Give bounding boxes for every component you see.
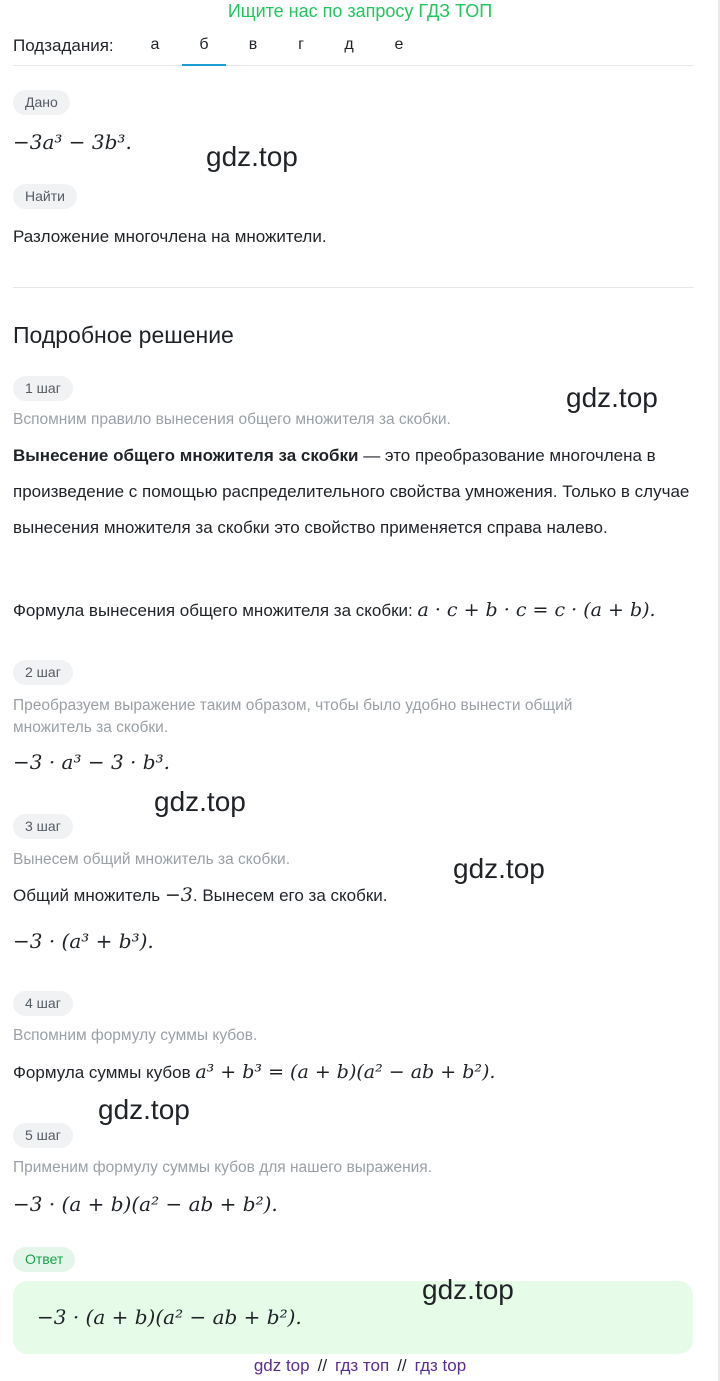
footer-link-gdz-top[interactable]: gdz top	[253, 1356, 310, 1375]
footer-separator: //	[317, 1356, 328, 1375]
footer-link-gdz-top-mixed[interactable]: гдз top	[414, 1356, 467, 1375]
subtasks-bar	[13, 26, 694, 66]
step-1-definition	[13, 438, 703, 546]
step-4-hint: Вспомним формулу суммы кубов.	[13, 1027, 258, 1044]
step-1-chip: 1 шаг	[13, 376, 73, 401]
subtasks-label: Подзадания:	[13, 36, 114, 55]
step-4-chip: 4 шаг	[13, 991, 73, 1016]
step-3-text	[13, 884, 388, 906]
step-1-definition-text: — это преобразование многочлена в произведение с помощью распределительного свойства умножения. Только в случае вынесения множителя за скобки это свойство применяется справа налево.	[13, 446, 690, 537]
solution-title: Подробное решение	[13, 322, 234, 348]
step-1-formula-label: Формула вынесения общего множителя за скобки:	[13, 601, 418, 620]
footer-link-gdz-top-ru[interactable]: гдз топ	[335, 1356, 390, 1375]
given-expression: −3a³ − 3b³.	[13, 130, 132, 154]
watermark: gdz.top	[206, 141, 298, 172]
step-2-chip: 2 шаг	[13, 660, 73, 685]
find-text: Разложение многочлена на множители.	[13, 227, 327, 246]
answer-box	[13, 1281, 693, 1354]
tab-b[interactable]: б	[182, 36, 226, 66]
step-3-chip: 3 шаг	[13, 814, 73, 839]
find-chip: Найти	[13, 184, 77, 209]
given-chip: Дано	[13, 90, 70, 115]
step-3-hint: Вынесем общий множитель за скобки.	[13, 851, 290, 868]
step-1-formula: a · c + b · c = c · (a + b).	[417, 599, 656, 621]
step-1-definition-term: Вынесение общего множителя за скобки	[13, 446, 359, 465]
tab-v[interactable]: в	[248, 36, 258, 53]
step-2-hint: Преобразуем выражение таким образом, чтобы было удобно вынести общий множитель за скобки.	[13, 697, 573, 736]
step-3-text-math: −3	[164, 884, 193, 906]
watermark: gdz.top	[98, 1094, 190, 1125]
step-1-hint: Вспомним правило вынесения общего множителя за скобки.	[13, 411, 451, 428]
step-1-formula-line	[13, 599, 656, 621]
watermark: gdz.top	[422, 1274, 514, 1305]
step-3-math: −3 · (a³ + b³).	[13, 929, 154, 953]
step-2-math: −3 · a³ − 3 · b³.	[13, 750, 170, 774]
footer-links	[0, 1356, 720, 1376]
watermark: gdz.top	[154, 786, 246, 817]
tab-d[interactable]: д	[344, 36, 354, 53]
step-5-hint: Применим формулу суммы кубов для нашего выражения.	[13, 1159, 432, 1176]
step-3-text-before: Общий множитель	[13, 886, 165, 905]
section-divider	[13, 287, 694, 288]
step-4-formula-line	[13, 1061, 495, 1083]
answer-chip: Ответ	[13, 1247, 75, 1272]
step-3-text-after: . Вынесем его за скобки.	[192, 886, 388, 905]
search-banner: Ищите нас по запросу ГДЗ ТОП	[227, 1, 493, 21]
step-4-formula: a³ + b³ = (a + b)(a² − ab + b²).	[195, 1061, 496, 1083]
tab-g[interactable]: г	[298, 36, 304, 53]
answer-math: −3 · (a + b)(a² − ab + b²).	[37, 1305, 302, 1329]
footer-separator: //	[397, 1356, 407, 1375]
step-4-formula-label: Формула суммы кубов	[13, 1063, 196, 1082]
watermark: gdz.top	[453, 853, 545, 884]
tab-e[interactable]: е	[394, 36, 404, 53]
step-5-math: −3 · (a + b)(a² − ab + b²).	[13, 1192, 278, 1216]
tab-a[interactable]: а	[150, 36, 160, 53]
watermark: gdz.top	[566, 382, 658, 413]
step-5-chip: 5 шаг	[13, 1123, 73, 1148]
